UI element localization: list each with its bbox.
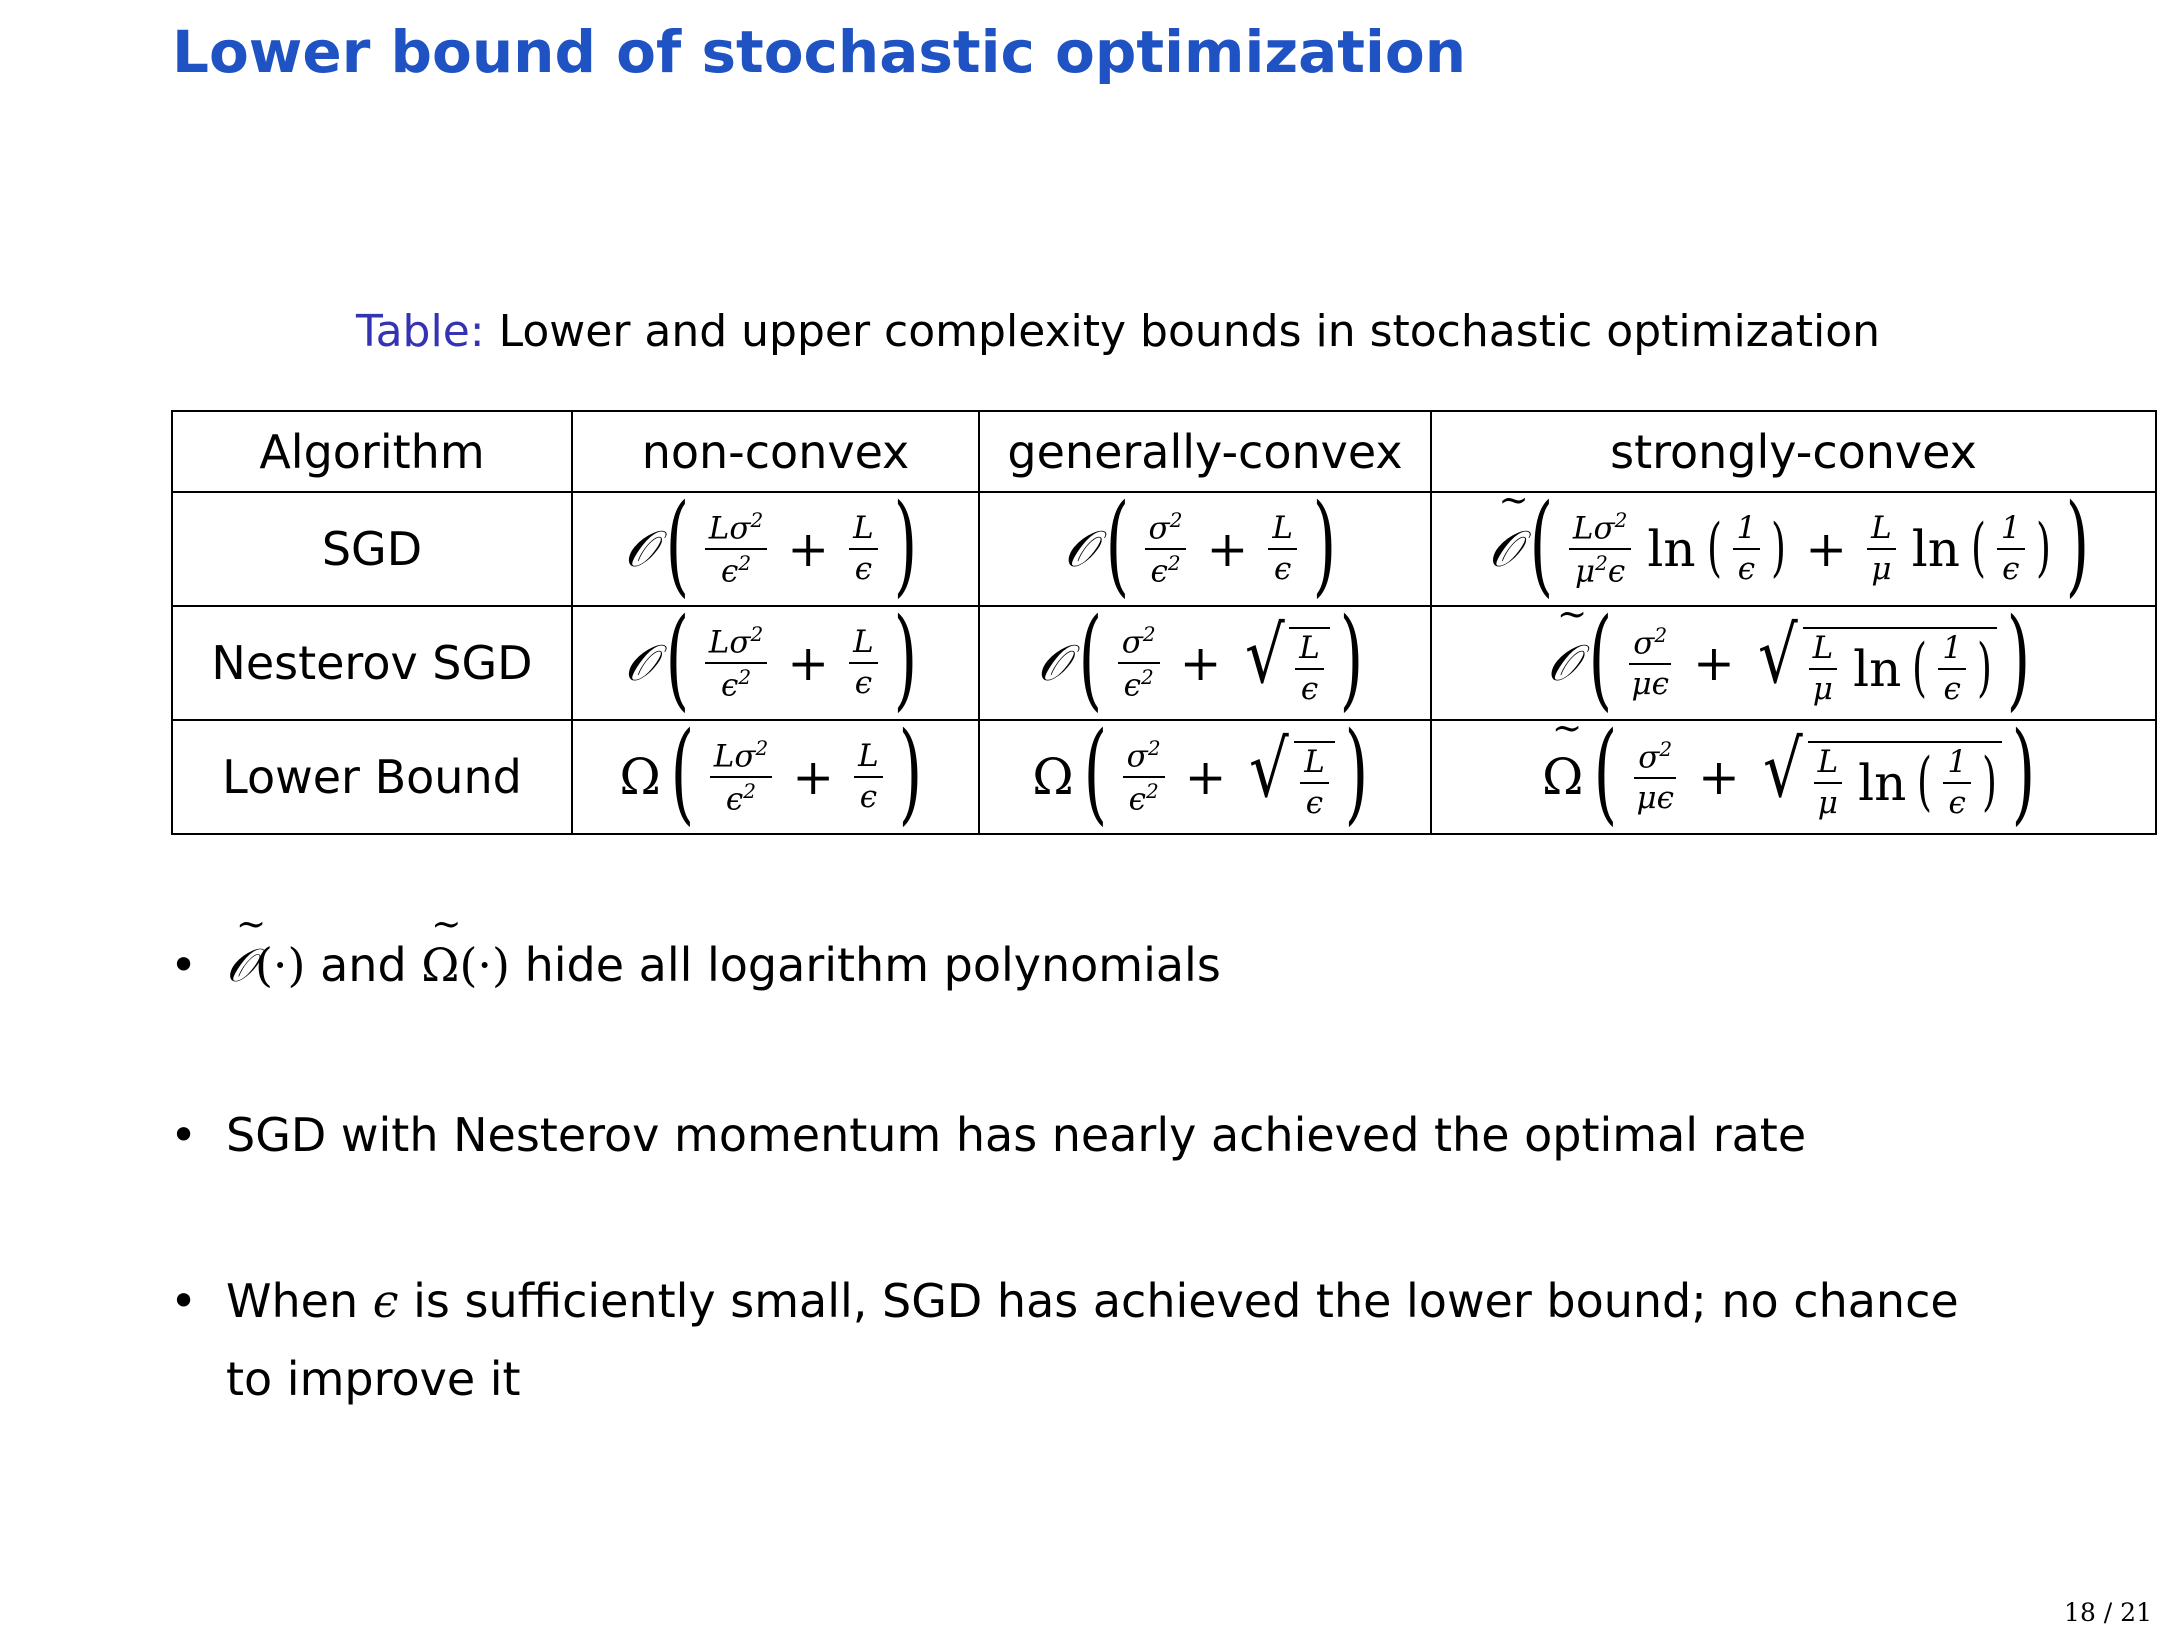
bound-cell-strongly-convex: ~ 𝒪 ( $\frac{\sigma^2}{\mu\epsilon}$ + √ $\frac{L}{\mu}$ ln ( $\frac{1}{\epsilon}$ ) ) [1431, 606, 2156, 720]
bullet-text: SGD with Nesterov momentum has nearly achieved the optimal rate [226, 1108, 1807, 1162]
bound-cell-non-convex: 𝒪 ( $\frac{L\sigma^2}{\epsilon^2}$ + $\frac{L}{\epsilon}$ ) [572, 492, 979, 606]
table-header-row [172, 411, 2156, 492]
table-row [172, 720, 2156, 834]
header-generally-convex: generally-convex [979, 411, 1431, 492]
bound-cell-generally-convex: Ω ( $\frac{\sigma^2}{\epsilon^2}$ + √ $\frac{L}{\epsilon}$ ) [979, 720, 1431, 834]
page-number: 18 / 21 [2064, 1598, 2152, 1627]
header-strongly-convex: strongly-convex [1431, 411, 2156, 492]
bullet-text: is sufficiently small, SGD has achieved the lower bound; no chance [398, 1274, 1959, 1328]
bound-cell-generally-convex: 𝒪 ( $\frac{\sigma^2}{\epsilon^2}$ + $\frac{L}{\epsilon}$ ) [979, 492, 1431, 606]
bound-cell-strongly-convex: ~ Ω ( $\frac{\sigma^2}{\mu\epsilon}$ + √ $\frac{L}{\mu}$ ln ( $\frac{1}{\epsilon}$ ) ) [1431, 720, 2156, 834]
bullet-dot-icon: • [170, 1274, 198, 1328]
algorithm-cell: SGD [172, 492, 572, 606]
slide-title: Lower bound of stochastic optimization [172, 18, 1466, 86]
bound-cell-non-convex: 𝒪 ( $\frac{L\sigma^2}{\epsilon^2}$ + $\frac{L}{\epsilon}$ ) [572, 606, 979, 720]
epsilon-symbol: ϵ [372, 1274, 399, 1328]
algorithm-cell: Nesterov SGD [172, 606, 572, 720]
table-row [172, 492, 2156, 606]
algorithm-cell: Lower Bound [172, 720, 572, 834]
caption-label: Table: [356, 306, 485, 357]
bullet-text-line2: to improve it [226, 1352, 521, 1406]
caption-text: Lower and upper complexity bounds in stochastic optimization [498, 306, 1881, 357]
bullet-dot-icon: • [170, 1108, 198, 1162]
bullet-text: When [226, 1274, 373, 1328]
header-algorithm: Algorithm [172, 411, 572, 492]
header-non-convex: non-convex [572, 411, 979, 492]
bound-cell-non-convex: Ω ( $\frac{L\sigma^2}{\epsilon^2}$ + $\frac{L}{\epsilon}$ ) [572, 720, 979, 834]
table-caption [356, 306, 1880, 357]
bound-cell-strongly-convex: ~ 𝒪 ( $\frac{L\sigma^2}{\mu^2\epsilon}$ ln ( $\frac{1}{\epsilon}$ ) + $\frac{L}{\mu}$ ln ( $\frac{1}{\epsilon}$ ) ) [1431, 492, 2156, 606]
bullet-text: hide all logarithm polynomials [509, 938, 1221, 992]
bullet-text: and [305, 938, 422, 992]
complexity-bounds-table [171, 410, 2157, 835]
bound-cell-generally-convex: 𝒪 ( $\frac{\sigma^2}{\epsilon^2}$ + √ $\frac{L}{\epsilon}$ ) [979, 606, 1431, 720]
bullet-dot-icon: • [170, 938, 198, 992]
table-row [172, 606, 2156, 720]
